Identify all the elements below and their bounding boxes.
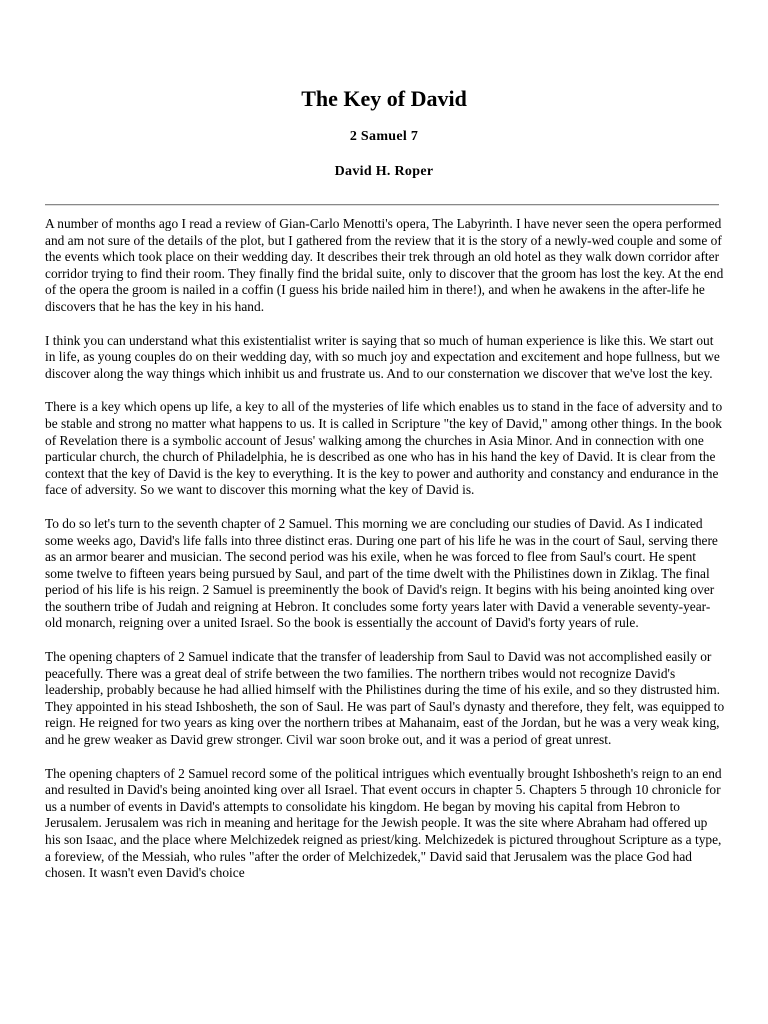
paragraph-6: The opening chapters of 2 Samuel record some of the political intrigues which eventually brought Ishbosheth's reign to an end and resulted in David's being anointed king over all Israel. That event occurs in chapter 5. Chapters 5 through 10 chronicle for us a number of events in David's attempts to consolidate his kingdom. He began by moving his capital from Hebron to Jerusalem. Jerusalem was rich in meaning and heritage for the Jewish people. It was the site where Abraham had offered up his son Isaac, and the place where Melchizedek reigned as priest/king. Melchizedek is pictured throughout Scripture as a type, a foreview, of the Messiah, who rules "after the order of Melchizedek," David said that Jerusalem was the place God had chosen. It wasn't even David's choice: [45, 765, 722, 881]
author-name: David H. Roper: [334, 164, 434, 179]
paragraph-3: There is a key which opens up life, a key to all of the mysteries of life which enables us to stand in the face of adversity and to be stable and strong no matter what happens to us. It is called in Scripture "the key of David," among other things. In the book of Revelation there is a symbolic account of Jesus' walking among the churches in Asia Minor. And in connection with one particular church, the church of Philadelphia, he is described as one who has in his hand the key of David. It is clear from the context that the key of David is the key to everything. It is the key to power and authority and constancy and endurance in the face of adversity. So we want to discover this morning what the key of David is.: [45, 399, 723, 498]
article-body: [45, 216, 725, 899]
paragraph-1: A number of months ago I read a review of Gian-Carlo Menotti's opera, The Labyrinth. I have never seen the opera performed and am not sure of the details of the plot, but I gathered from the review that it is the story of a newly-wed couple and some of the events which took place on their wedding day. It describes their trek through an old hotel as they walk down corridor after corridor trying to find their room. They finally find the bridal suite, only to discover that the groom has lost the key. At the end of the opera the groom is nailed in a coffin (I guess his bride nailed him in there!), and when he awakens in the after-life he discovers that he has the key in his hand.: [45, 216, 724, 314]
paragraph-4: To do so let's turn to the seventh chapter of 2 Samuel. This morning we are concluding our studies of David. As I indicated some weeks ago, David's life falls into three distinct eras. During one part of his life he was in the court of Saul, serving there as an armor bearer and musician. The second period was his exile, when he was forced to flee from Saul's court. He spent some twelve to fifteen years being pursued by Saul, and part of the time dwelt with the Philistines down in Ziklag. The final period of his life is his reign. 2 Samuel is preeminently the book of David's reign. It begins with his being anointed king over the southern tribe of Judah and reigning at Hebron. It concludes some forty years later with David a venerable seventy-year-old monarch, reigning over a united Israel. So the book is essentially the account of David's forty years of rule.: [45, 515, 718, 631]
paragraph-2: I think you can understand what this existentialist writer is saying that so much of human experience is like this. We start out in life, as young couples do on their wedding day, with so much joy and expectation and excitement and hope fullness, but we discover along the way things which inhibit us and frustrate us. And to our consternation we discover that we've lost the key.: [45, 332, 720, 381]
page-title: The Key of David: [301, 86, 467, 111]
paragraph-5: The opening chapters of 2 Samuel indicate that the transfer of leadership from Saul to David was not accomplished easily or peacefully. There was a great deal of strife between the two families. The northern tribes would not recognize David's leadership, probably because he had allied himself with the Philistines during the time of his exile, and so they distrusted him. They appointed in his stead Ishbosheth, the son of Saul. He was part of Saul's dynasty and therefore, they felt, was equipped to reign. He reigned for two years as king over the northern tribes at Mahanaim, east of the Jordan, but he was a very weak king, and he grew weaker as David grew stronger. Civil war soon broke out, and it was a period of great unrest.: [45, 649, 725, 748]
horizontal-divider: [45, 204, 719, 206]
scripture-reference: 2 Samuel 7: [349, 129, 419, 144]
